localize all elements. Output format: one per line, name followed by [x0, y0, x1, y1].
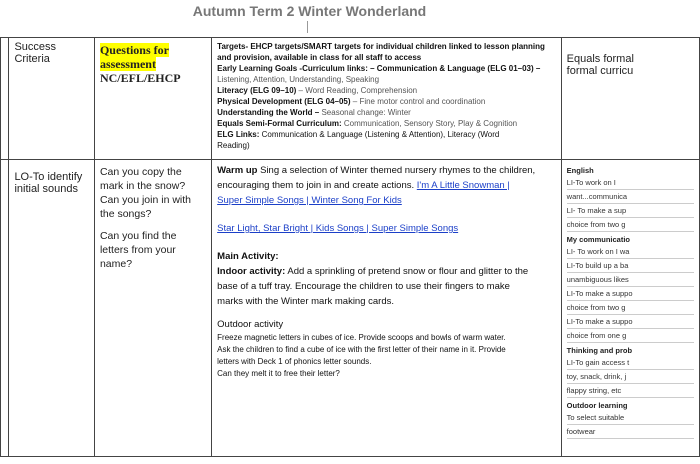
assessment-questions-cell: Can you copy the mark in the snow? Can you join in with the songs? Can you find the letters from your name?: [94, 160, 211, 457]
success-criteria-header: [9, 38, 95, 160]
questions-header: [94, 38, 211, 160]
edge-cell: [1, 160, 9, 457]
star-light-song-link[interactable]: Star Light, Star Bright | Kids Songs | Super Simple Songs: [217, 223, 459, 234]
document-title: Autumn Term 2 Winter Wonderland: [192, 3, 427, 19]
targets-header: Targets- EHCP targets/SMART targets for individual children linked to lesson planning and provision, available in class for all staff to access Early Learning Goals -Curriculum links: – Communication & Language (ELG 01–03) – Listening, Attention, Understanding, Speaking Literacy (ELG 09–10) – Word Reading, Comprehension Physical Development (ELG 04–05) – Fine motor control and coordination Understanding the World – Seasonal change: Winter Equals Semi-Formal Curriculum: Communication, Sensory Story, Play & Cognition ELG Links: Communication & Language (Listening & Attention), Literacy (Word Reading): [212, 38, 562, 160]
equals-formal-header: Equals formal formal curricu: [561, 38, 699, 160]
questions-label-2: assessment: [99, 57, 156, 71]
questions-label-3: NC/EFL/EHCP: [99, 71, 181, 85]
snowman-song-link-cont[interactable]: Super Simple Songs | Winter Song For Kids: [217, 195, 402, 206]
edge-cell: [1, 38, 9, 160]
divider: [307, 21, 308, 33]
snowman-song-link[interactable]: I'm A Little Snowman |: [416, 180, 510, 191]
table-row: [1, 160, 700, 457]
table-header-row: [1, 38, 700, 160]
success-criteria-label: Success Criteria: [14, 41, 57, 65]
questions-label-1: Questions for: [99, 43, 169, 57]
planning-table: [0, 37, 700, 457]
activity-cell: Warm up Sing a selection of Winter themed nursery rhymes to the children, encouraging them to join in and create actions. I'm A Little Snowman | Super Simple Songs | Winter Song For Kids Star Light, Star Bright | Kids Songs | Super Simple Songs Main Activity: Indoor activity: Add a sprinkling of pretend snow or flour and glitter to the base of a tuff tray. Encourage the children to use their fingers to make marks with the Winter mark making cards. Outdoor activity Freeze magnetic letters in cubes of ice. Provide scoops and bowls of warm water. Ask the children to find a cube of ice with the first letter of their name in it. Provide letters with Deck 1 of phonics letter sounds. Can they melt it to free their letter?: [212, 160, 562, 457]
equals-formal-cell: English LI-To work on I want...communica LI- To make a sup choice from two g My communicatio LI- To work on I wa LI-To build up a ba unambiguous likes LI-To make a suppo choice from two g LI-To make a suppo choice from one g Thinking and prob LI-To gain access t toy, snack, drink, j flappy string, etc Outdoor learning To select suitable footwear: [561, 160, 699, 457]
learning-objective-cell: LO-To identify initial sounds: [9, 160, 95, 457]
